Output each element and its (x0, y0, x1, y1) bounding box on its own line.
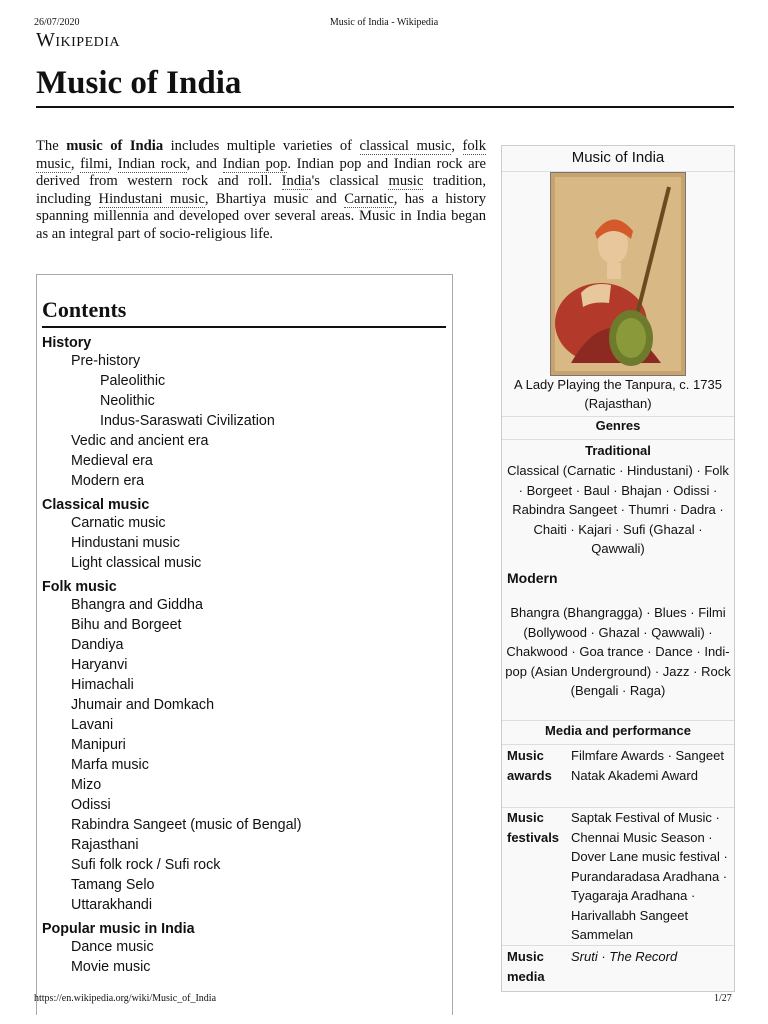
toc-item[interactable]: Rabindra Sangeet (music of Bengal) (71, 817, 302, 833)
infobox-divider (502, 439, 734, 440)
link-the-record[interactable]: The Record (609, 949, 678, 964)
toc-item[interactable]: Hindustani music (71, 535, 180, 551)
wikipedia-wordmark[interactable]: Wikipedia (36, 29, 121, 51)
music-awards-value: Filmfare Awards · Sangeet Natak Akademi Award (571, 748, 724, 783)
music-media-label: Music media (507, 949, 545, 984)
toc-item[interactable]: Classical music (42, 497, 150, 513)
page-title: Music of India (36, 65, 242, 101)
toc-item[interactable]: Light classical music (71, 555, 202, 571)
toc-item[interactable]: Odissi (71, 797, 111, 813)
traditional-heading: Traditional (585, 443, 651, 458)
toc-item[interactable]: Haryanvi (71, 657, 128, 673)
link-classical-music[interactable]: classical music (359, 138, 452, 154)
link-india[interactable]: India (281, 173, 312, 190)
print-date: 26/07/2020 (34, 17, 80, 28)
music-festivals-label: Music festivals (507, 810, 560, 845)
toc-item[interactable]: Medieval era (71, 453, 153, 469)
article-subject: music of India (66, 138, 164, 154)
toc-item[interactable]: History (42, 335, 92, 351)
link-indian-rock[interactable]: Indian rock (117, 155, 187, 172)
print-footer-url: https://en.wikipedia.org/wiki/Music_of_India (34, 993, 217, 1004)
toc-item[interactable]: Folk music (42, 579, 117, 595)
media-performance-heading: Media and performance (545, 723, 691, 738)
toc-item[interactable]: Rajasthani (71, 837, 139, 853)
link-hindustani-music[interactable]: Hindustani music (98, 190, 205, 207)
toc-item[interactable]: Dance music (71, 939, 154, 955)
print-page-number: 1/27 (714, 993, 732, 1004)
toc-item[interactable]: Popular music in India (42, 921, 195, 937)
link-music[interactable]: music (388, 173, 424, 190)
toc-item[interactable]: Modern era (71, 473, 145, 489)
modern-genres-list: Bhangra (Bhangragga) · Blues · Filmi (Bollywood · Ghazal · Qawwali) · Chakwood · Goa trance · Dance · Indi-pop (Asian Underground) · Jazz · Rock (Bengali · Raga) (505, 605, 731, 698)
toc-item[interactable]: Tamang Selo (71, 877, 155, 893)
link-filmi[interactable]: filmi (80, 155, 109, 172)
toc-item[interactable]: Lavani (71, 717, 114, 733)
toc-item[interactable]: Sufi folk rock / Sufi rock (71, 857, 221, 873)
infobox (501, 145, 735, 992)
modern-heading: Modern (507, 570, 558, 586)
title-divider (36, 106, 734, 108)
music-media-value: Sruti · The Record (571, 949, 678, 964)
link-sruti[interactable]: Sruti (571, 949, 598, 964)
toc-item[interactable]: Manipuri (71, 737, 126, 753)
genres-heading: Genres (595, 418, 641, 433)
toc-item[interactable]: Mizo (71, 777, 102, 793)
print-header-title: Music of India - Wikipedia (329, 17, 439, 28)
music-awards-label: Music awards (507, 748, 552, 783)
toc-item[interactable]: Paleolithic (100, 373, 166, 389)
toc-item[interactable]: Neolithic (100, 393, 155, 409)
toc-item[interactable]: Indus-Saraswati Civilization (100, 413, 275, 429)
link-indian-pop[interactable]: Indian pop (222, 155, 288, 172)
toc-item[interactable]: Carnatic music (71, 515, 166, 531)
toc-item[interactable]: Himachali (71, 677, 134, 693)
intro-paragraph: The music of India includes multiple varieties of classical music, folk music, filmi, Indian rock, and Indian pop. Indian pop and Indian rock are derived from western rock and roll. India's classical music tradition, including Hindustani music, Bhartiya music and Carnatic, has a history spanning millennia and developed over several areas. Music in India began as an integral part of socio-religious life. (36, 138, 487, 242)
toc-item[interactable]: Jhumair and Domkach (71, 697, 215, 713)
infobox-divider (502, 945, 734, 946)
toc-divider (42, 326, 446, 328)
table-of-contents (36, 274, 453, 1015)
toc-item[interactable]: Bihu and Borgeet (71, 617, 182, 633)
link-folk-music[interactable]: folk music (36, 138, 487, 172)
infobox-divider (502, 720, 734, 721)
toc-item[interactable]: Marfa music (71, 757, 149, 773)
tanpura-painting-image[interactable] (550, 172, 686, 376)
infobox-divider (502, 744, 734, 745)
toc-item[interactable]: Vedic and ancient era (71, 433, 209, 449)
link-carnatic[interactable]: Carnatic (344, 190, 394, 207)
toc-item[interactable]: Pre-history (71, 353, 141, 369)
infobox-title: Music of India (571, 149, 665, 166)
infobox-image-caption: A Lady Playing the Tanpura, c. 1735 (Rajasthan) (514, 377, 722, 411)
toc-item[interactable]: Uttarakhandi (71, 897, 153, 913)
music-festivals-value: Saptak Festival of Music · Chennai Music Season · Dover Lane music festival · Purandaradasa Aradhana · Tyagaraja Aradhana · Harivallabh Sangeet Sammelan (571, 810, 728, 942)
toc-item[interactable]: Movie music (71, 959, 151, 975)
infobox-divider (502, 416, 734, 417)
toc-item[interactable]: Dandiya (71, 637, 124, 653)
toc-title: Contents (42, 297, 127, 322)
traditional-genres-list: Classical (Carnatic · Hindustani) · Folk · Borgeet · Baul · Bhajan · Odissi · Rabindra Sangeet · Thumri · Dadra · Chaiti · Kajari · Sufi (Ghazal · Qawwali) (507, 463, 729, 556)
toc-item[interactable]: Bhangra and Giddha (71, 597, 203, 613)
